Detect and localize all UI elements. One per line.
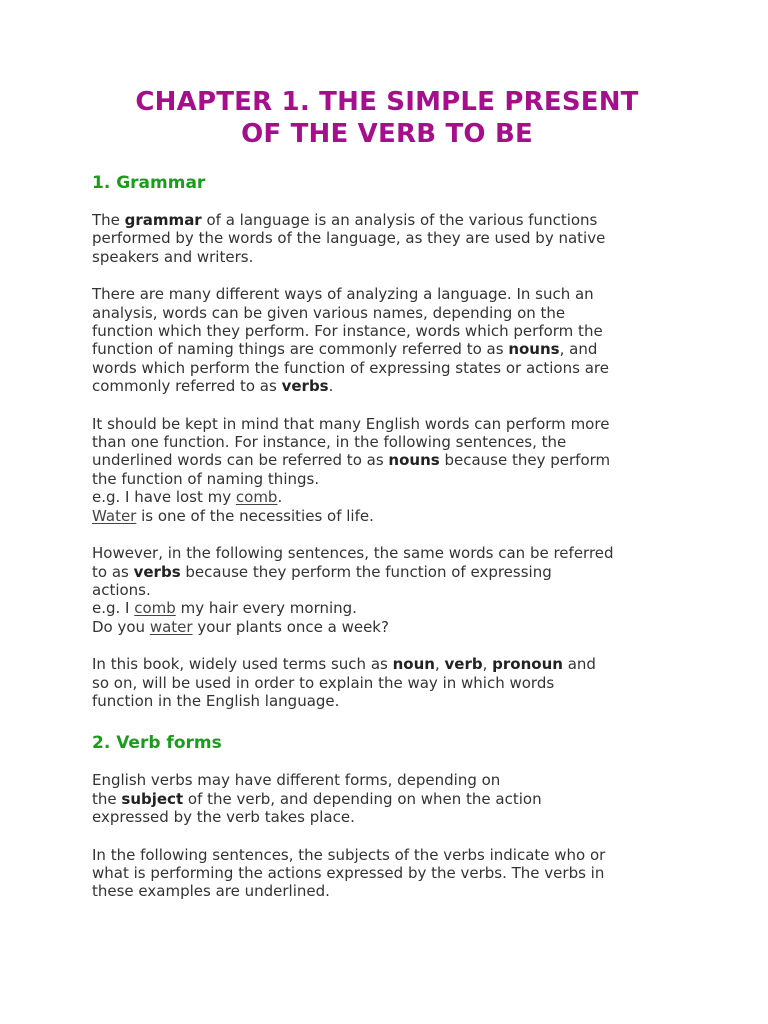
paragraph-grammar-definition <box>92 211 682 266</box>
text-line: There are many different ways of analyzing a language. In such an <box>92 285 594 304</box>
text-line: the function of naming things. <box>92 469 320 488</box>
text-line: The grammar of a language is an analysis of the various functions <box>92 211 598 229</box>
bold-term-verb: verb <box>444 655 483 674</box>
bold-term-nouns: nouns <box>388 451 440 470</box>
text-line: speakers and writers. <box>92 247 254 266</box>
text-line: underlined words can be referred to as nouns because they perform <box>92 451 611 470</box>
paragraph-noun-examples <box>92 415 682 525</box>
text-line: so on, will be used in order to explain the way in which words <box>92 673 555 692</box>
text-line: expressed by the verb takes place. <box>92 808 355 827</box>
underlined-word-water: Water <box>92 506 137 525</box>
text-line: In the following sentences, the subjects of the verbs indicate who or <box>92 845 606 864</box>
example-line: e.g. I have lost my comb. <box>92 488 283 507</box>
text-line: what is performing the actions expressed by the verbs. The verbs in <box>92 863 605 882</box>
paragraph-analysis <box>92 285 682 395</box>
bold-term-subject: subject <box>121 789 184 808</box>
text-line: than one function. For instance, in the following sentences, the <box>92 433 567 452</box>
text-line: function which they perform. For instance, words which perform the <box>92 322 603 341</box>
text-line: function of naming things are commonly referred to as nouns, and <box>92 340 598 359</box>
example-line: e.g. I comb my hair every morning. <box>92 599 357 618</box>
text-line: commonly referred to as verbs. <box>92 377 334 396</box>
bold-term-grammar: grammar <box>124 211 202 229</box>
underlined-word-comb: comb <box>134 599 176 618</box>
bold-term-verbs: verbs <box>281 377 329 396</box>
bold-term-verbs: verbs <box>133 562 181 581</box>
bold-term-pronoun: pronoun <box>492 655 563 674</box>
example-line: Do you water your plants once a week? <box>92 617 389 636</box>
text-line: performed by the words of the language, as they are used by native <box>92 229 606 248</box>
paragraph-terms <box>92 655 682 710</box>
underlined-word-water: water <box>149 617 193 636</box>
text-line: these examples are underlined. <box>92 882 330 901</box>
document-page <box>92 86 682 901</box>
text-line: function in the English language. <box>92 691 340 710</box>
chapter-title-line-2: OF THE VERB TO BE <box>241 119 533 149</box>
text-line: In this book, widely used terms such as noun, verb, pronoun and <box>92 655 596 674</box>
chapter-title-line-1: CHAPTER 1. THE SIMPLE PRESENT <box>135 87 639 117</box>
section-heading-verb-forms: 2. Verb forms <box>92 733 222 754</box>
bold-term-noun: noun <box>392 655 435 674</box>
text-line: the subject of the verb, and depending on when the action <box>92 789 542 808</box>
text-line: It should be kept in mind that many English words can perform more <box>92 414 610 433</box>
text-line: to as verbs because they perform the function of expressing <box>92 562 552 581</box>
text-line: analysis, words can be given various names, depending on the <box>92 303 566 322</box>
example-line: Water is one of the necessities of life. <box>92 506 374 525</box>
paragraph-verb-forms-intro <box>92 771 682 826</box>
text-line: English verbs may have different forms, depending on <box>92 771 501 790</box>
section-heading-grammar: 1. Grammar <box>92 173 206 193</box>
text-line: However, in the following sentences, the same words can be referred <box>92 544 614 563</box>
paragraph-subjects <box>92 846 682 901</box>
text-line: actions. <box>92 580 151 599</box>
text-line: words which perform the function of expressing states or actions are <box>92 358 609 377</box>
underlined-word-comb: comb <box>235 488 278 507</box>
paragraph-verb-examples <box>92 544 682 636</box>
bold-term-nouns: nouns <box>508 340 560 359</box>
chapter-title <box>80 86 694 150</box>
